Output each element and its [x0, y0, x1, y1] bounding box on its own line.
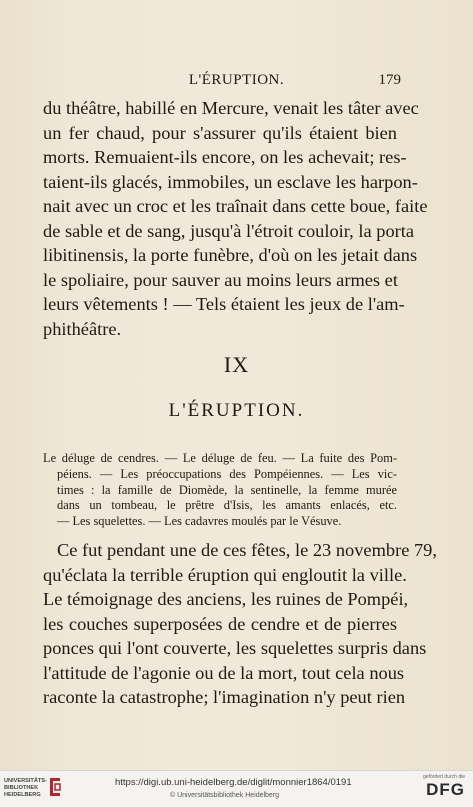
text-line: de sable et de sang, jusqu'à l'étroit couloir, la porta — [43, 220, 415, 241]
text-line: taient-ils glacés, immobiles, un esclave les harpon- — [43, 171, 418, 192]
library-logo[interactable] — [4, 778, 47, 799]
viewer-footer — [0, 770, 473, 807]
summary-line: dans un tombeau, le prêtre d'Isis, les amants enlacés, etc. — [57, 498, 397, 513]
text-line: un fer chaud, pour s'assurer qu'ils étaient bien — [43, 122, 397, 143]
text-line: libitinensis, la porte funèbre, d'où on les jetait dans — [43, 245, 418, 265]
summary-line: péiens. — Les préoccupations des Pompéiennes. — Les vic- — [57, 466, 397, 481]
chapter-summary — [43, 451, 397, 530]
text-line: nait avec un croc et les traînait dans cette boue, faite — [43, 196, 428, 216]
text-line: raconte la catastrophe; l'imagination n'y peut rien — [43, 687, 406, 707]
page-number: 179 — [378, 72, 401, 88]
summary-line: — Les squelettes. — Les cadavres moulés par le Vésuve. — [57, 514, 342, 529]
paragraph-1 — [43, 96, 428, 341]
text-line: Le témoignage des anciens, les ruines de Pompéi, — [43, 589, 409, 609]
paragraph-2 — [43, 538, 437, 710]
summary-line: Le déluge de cendres. — Le déluge de feu. — La fuite des Pom- — [43, 451, 397, 465]
library-name-line: HEIDELBERG — [4, 792, 41, 798]
chapter-number: IX — [223, 352, 250, 377]
copyright-notice: © Universitätsbibliothek Heidelberg — [170, 792, 280, 799]
text-line: ponces qui l'ont couverte, les squelettes surpris dans — [43, 638, 427, 658]
text-line: Ce fut pendant une de ces fêtes, le 23 novembre 79, — [57, 540, 437, 560]
library-name-line: BIBLIOTHEK — [4, 785, 39, 791]
page-header — [0, 70, 473, 90]
running-title: L'ÉRUPTION. — [188, 72, 285, 88]
summary-line: times : la famille de Diomède, la sentinelle, la femme murée — [57, 482, 397, 497]
dfg-logo[interactable] — [423, 774, 465, 800]
chapter-title: L'ÉRUPTION. — [168, 400, 305, 421]
text-line: qu'éclata la terrible éruption qui engloutit la ville. — [43, 564, 407, 585]
text-line: leurs vêtements ! — Tels étaient les jeux de l'am- — [43, 294, 405, 314]
text-line: le spoliaire, pour sauver au moins leurs armes et — [43, 269, 398, 290]
library-emblem-icon — [47, 776, 63, 798]
text-line: l'attitude de l'agonie ou de la mort, tout cela nous — [43, 662, 405, 683]
library-name-line: UNIVERSITÄTS- — [4, 778, 47, 784]
text-line: morts. Remuaient-ils encore, on les achevait; res- — [43, 147, 407, 167]
text-line: les couches superposées de cendre et de pierres — [43, 613, 397, 634]
dfg-logo-text: DFG — [426, 780, 465, 799]
text-line: du théâtre, habillé en Mercure, venait les tâter avec — [43, 98, 419, 118]
funded-by-label: gefördert durch die — [423, 774, 465, 780]
permalink-url[interactable]: https://digi.ub.uni-heidelberg.de/diglit/monnier1864/0191 — [115, 777, 352, 788]
text-line: phithéâtre. — [43, 318, 122, 339]
